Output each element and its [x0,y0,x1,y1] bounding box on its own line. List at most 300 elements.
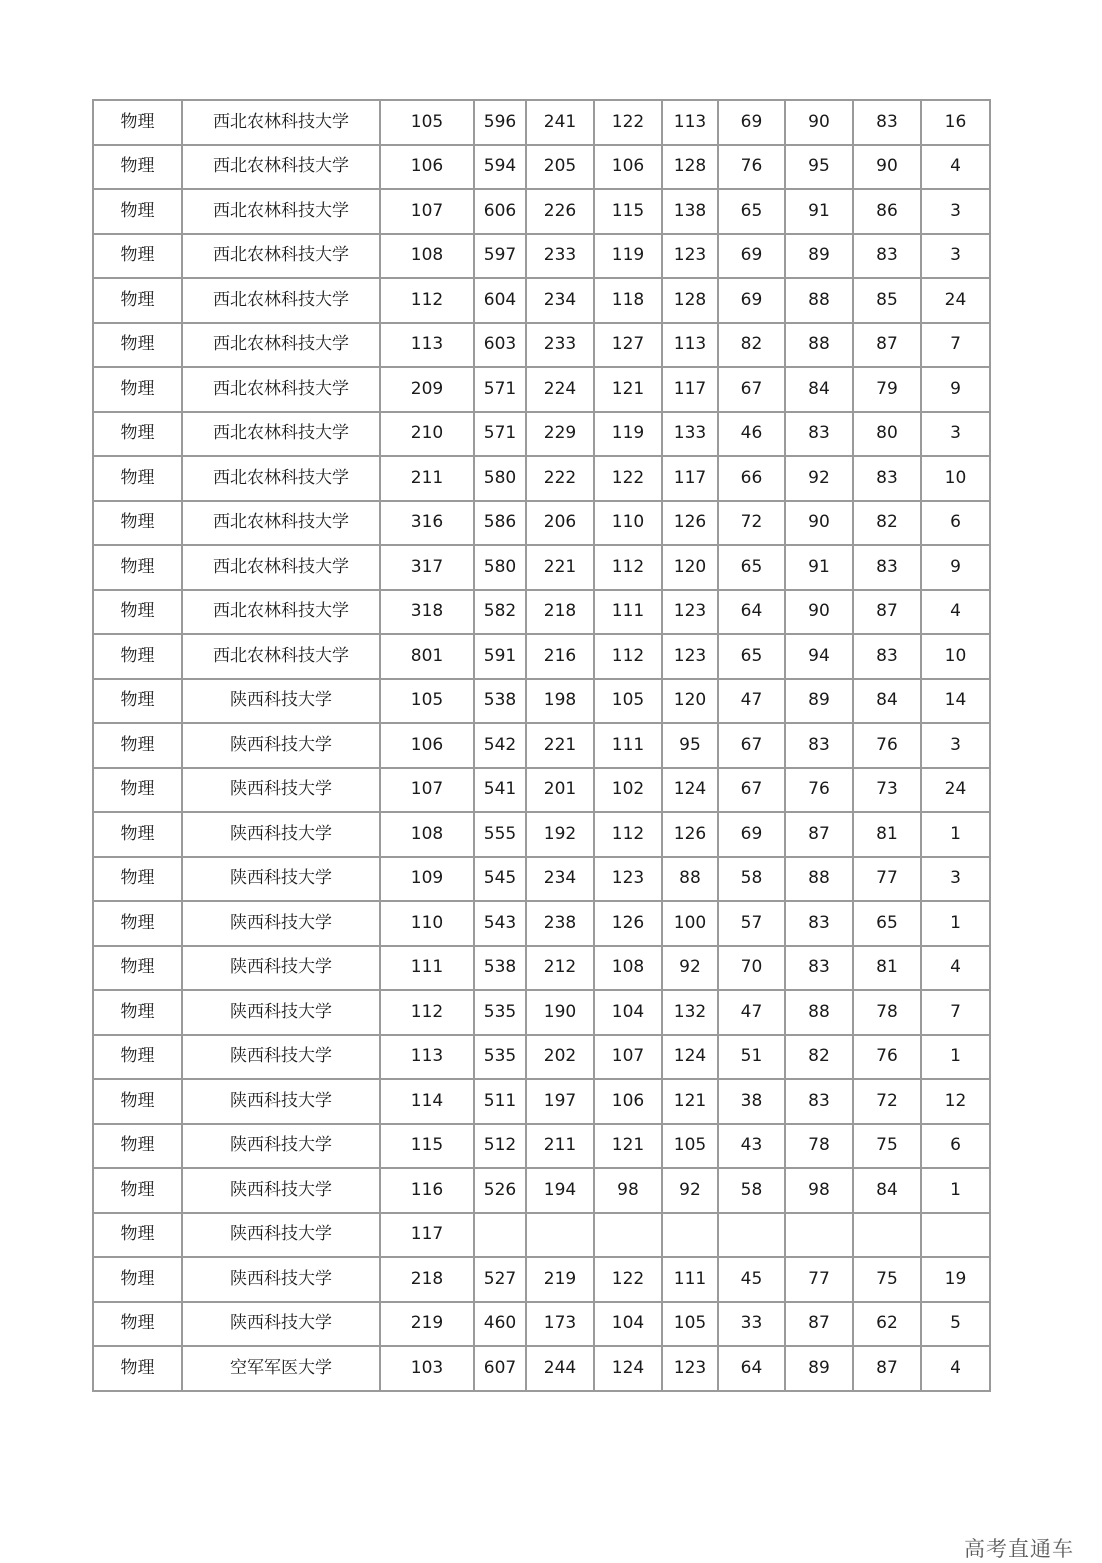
score-cell: 604 [474,278,526,323]
subject-cell: 物理 [93,990,182,1035]
value-cell: 43 [718,1124,785,1169]
value-cell: 90 [785,100,853,145]
value-cell: 234 [526,278,594,323]
major-group-code-cell: 113 [380,1035,474,1080]
score-cell: 597 [474,234,526,279]
table-row [93,189,990,234]
major-group-code-cell: 209 [380,367,474,412]
count-cell: 4 [921,145,990,190]
value-cell: 67 [718,367,785,412]
score-cell: 594 [474,145,526,190]
count-cell: 4 [921,590,990,635]
value-cell: 123 [594,857,662,902]
value-cell [718,1213,785,1258]
value-cell: 87 [853,323,921,368]
subject-cell: 物理 [93,590,182,635]
major-group-code-cell: 317 [380,545,474,590]
value-cell: 105 [662,1302,718,1347]
table-row [93,1257,990,1302]
table-row [93,323,990,368]
value-cell: 83 [853,545,921,590]
score-cell: 582 [474,590,526,635]
value-cell: 90 [853,145,921,190]
subject-cell: 物理 [93,1035,182,1080]
count-cell: 1 [921,1168,990,1213]
value-cell: 92 [785,456,853,501]
value-cell: 84 [853,679,921,724]
value-cell: 87 [853,1346,921,1391]
table-row [93,946,990,991]
table-row [93,679,990,724]
value-cell: 65 [718,634,785,679]
score-cell: 526 [474,1168,526,1213]
score-cell: 527 [474,1257,526,1302]
score-cell: 586 [474,501,526,546]
value-cell: 82 [785,1035,853,1080]
value-cell: 72 [718,501,785,546]
value-cell: 38 [718,1079,785,1124]
count-cell: 3 [921,189,990,234]
value-cell: 124 [662,1035,718,1080]
university-cell: 陕西科技大学 [182,1257,380,1302]
value-cell: 123 [662,234,718,279]
major-group-code-cell: 111 [380,946,474,991]
score-cell: 512 [474,1124,526,1169]
table-row [93,1346,990,1391]
major-group-code-cell: 107 [380,189,474,234]
university-cell: 西北农林科技大学 [182,234,380,279]
value-cell: 113 [662,323,718,368]
value-cell: 123 [662,1346,718,1391]
table-row [93,1213,990,1258]
subject-cell: 物理 [93,501,182,546]
count-cell: 10 [921,456,990,501]
count-cell: 16 [921,100,990,145]
value-cell: 87 [853,590,921,635]
value-cell: 108 [594,946,662,991]
table-row [93,1124,990,1169]
value-cell: 83 [785,723,853,768]
value-cell: 128 [662,145,718,190]
value-cell: 65 [718,189,785,234]
major-group-code-cell: 219 [380,1302,474,1347]
score-cell: 603 [474,323,526,368]
university-cell: 陕西科技大学 [182,679,380,724]
value-cell: 111 [662,1257,718,1302]
value-cell: 89 [785,679,853,724]
value-cell: 224 [526,367,594,412]
value-cell: 84 [785,367,853,412]
university-cell: 陕西科技大学 [182,990,380,1035]
value-cell: 122 [594,1257,662,1302]
value-cell: 58 [718,1168,785,1213]
university-cell: 陕西科技大学 [182,901,380,946]
value-cell: 221 [526,545,594,590]
major-group-code-cell: 115 [380,1124,474,1169]
value-cell: 126 [662,501,718,546]
major-group-code-cell: 316 [380,501,474,546]
university-cell: 西北农林科技大学 [182,189,380,234]
major-group-code-cell: 114 [380,1079,474,1124]
value-cell: 77 [785,1257,853,1302]
major-group-code-cell: 112 [380,278,474,323]
value-cell: 69 [718,278,785,323]
university-cell: 陕西科技大学 [182,1168,380,1213]
value-cell: 123 [662,590,718,635]
score-cell: 607 [474,1346,526,1391]
value-cell: 83 [785,412,853,457]
major-group-code-cell: 107 [380,768,474,813]
value-cell: 219 [526,1257,594,1302]
value-cell: 110 [594,501,662,546]
value-cell: 190 [526,990,594,1035]
table-row [93,768,990,813]
subject-cell: 物理 [93,145,182,190]
value-cell: 173 [526,1302,594,1347]
value-cell: 78 [785,1124,853,1169]
subject-cell: 物理 [93,1346,182,1391]
subject-cell: 物理 [93,189,182,234]
university-cell: 空军军医大学 [182,1346,380,1391]
value-cell: 69 [718,234,785,279]
table-row [93,145,990,190]
university-cell: 西北农林科技大学 [182,634,380,679]
major-group-code-cell: 210 [380,412,474,457]
count-cell: 6 [921,501,990,546]
subject-cell: 物理 [93,545,182,590]
value-cell: 112 [594,545,662,590]
table-row [93,1079,990,1124]
value-cell: 64 [718,1346,785,1391]
score-cell: 535 [474,1035,526,1080]
value-cell: 75 [853,1124,921,1169]
score-cell: 580 [474,545,526,590]
value-cell: 83 [785,1079,853,1124]
value-cell: 87 [785,812,853,857]
subject-cell: 物理 [93,723,182,768]
value-cell: 241 [526,100,594,145]
value-cell: 90 [785,590,853,635]
table-row [93,234,990,279]
value-cell [662,1213,718,1258]
value-cell: 119 [594,234,662,279]
score-cell: 580 [474,456,526,501]
count-cell: 4 [921,1346,990,1391]
value-cell: 121 [594,367,662,412]
value-cell: 205 [526,145,594,190]
count-cell: 3 [921,412,990,457]
count-cell: 3 [921,234,990,279]
value-cell: 83 [785,901,853,946]
major-group-code-cell: 218 [380,1257,474,1302]
value-cell: 119 [594,412,662,457]
subject-cell: 物理 [93,857,182,902]
score-cell: 596 [474,100,526,145]
subject-cell: 物理 [93,901,182,946]
value-cell: 90 [785,501,853,546]
value-cell: 88 [662,857,718,902]
value-cell: 46 [718,412,785,457]
value-cell: 104 [594,1302,662,1347]
count-cell: 5 [921,1302,990,1347]
table-row [93,990,990,1035]
subject-cell: 物理 [93,100,182,145]
university-cell: 陕西科技大学 [182,723,380,768]
value-cell: 88 [785,278,853,323]
value-cell: 117 [662,367,718,412]
subject-cell: 物理 [93,1257,182,1302]
value-cell: 88 [785,857,853,902]
value-cell: 107 [594,1035,662,1080]
table-body [93,100,990,1391]
value-cell: 138 [662,189,718,234]
value-cell: 33 [718,1302,785,1347]
value-cell: 104 [594,990,662,1035]
value-cell: 127 [594,323,662,368]
value-cell: 111 [594,590,662,635]
count-cell: 9 [921,545,990,590]
university-cell: 西北农林科技大学 [182,100,380,145]
university-cell: 西北农林科技大学 [182,456,380,501]
score-cell: 555 [474,812,526,857]
subject-cell: 物理 [93,323,182,368]
value-cell: 128 [662,278,718,323]
value-cell: 122 [594,100,662,145]
value-cell: 102 [594,768,662,813]
value-cell: 111 [594,723,662,768]
score-cell: 545 [474,857,526,902]
value-cell: 112 [594,812,662,857]
value-cell: 197 [526,1079,594,1124]
value-cell: 233 [526,323,594,368]
value-cell: 62 [853,1302,921,1347]
count-cell: 7 [921,323,990,368]
value-cell: 85 [853,278,921,323]
value-cell: 47 [718,679,785,724]
value-cell: 124 [662,768,718,813]
score-cell: 511 [474,1079,526,1124]
value-cell: 226 [526,189,594,234]
value-cell: 121 [594,1124,662,1169]
subject-cell: 物理 [93,456,182,501]
count-cell: 14 [921,679,990,724]
value-cell: 95 [785,145,853,190]
value-cell: 126 [594,901,662,946]
count-cell: 7 [921,990,990,1035]
value-cell: 76 [785,768,853,813]
value-cell: 216 [526,634,594,679]
value-cell: 112 [594,634,662,679]
value-cell: 76 [853,723,921,768]
university-cell: 陕西科技大学 [182,857,380,902]
value-cell: 229 [526,412,594,457]
major-group-code-cell: 116 [380,1168,474,1213]
value-cell: 121 [662,1079,718,1124]
value-cell: 64 [718,590,785,635]
major-group-code-cell: 318 [380,590,474,635]
university-cell: 陕西科技大学 [182,812,380,857]
value-cell: 98 [785,1168,853,1213]
major-group-code-cell: 211 [380,456,474,501]
score-cell: 541 [474,768,526,813]
count-cell: 3 [921,723,990,768]
table-row [93,857,990,902]
value-cell: 89 [785,234,853,279]
table-row [93,1168,990,1213]
value-cell: 98 [594,1168,662,1213]
value-cell: 83 [853,456,921,501]
university-cell: 陕西科技大学 [182,946,380,991]
table-row [93,367,990,412]
subject-cell: 物理 [93,412,182,457]
value-cell [594,1213,662,1258]
table-row [93,901,990,946]
subject-cell: 物理 [93,812,182,857]
value-cell: 234 [526,857,594,902]
value-cell: 69 [718,812,785,857]
subject-cell: 物理 [93,1168,182,1213]
value-cell: 83 [785,946,853,991]
value-cell: 83 [853,100,921,145]
value-cell: 202 [526,1035,594,1080]
score-cell: 571 [474,367,526,412]
university-cell: 陕西科技大学 [182,1035,380,1080]
value-cell: 66 [718,456,785,501]
subject-cell: 物理 [93,1302,182,1347]
value-cell: 120 [662,679,718,724]
value-cell [785,1213,853,1258]
value-cell: 244 [526,1346,594,1391]
value-cell: 194 [526,1168,594,1213]
major-group-code-cell: 105 [380,100,474,145]
subject-cell: 物理 [93,679,182,724]
value-cell: 201 [526,768,594,813]
count-cell [921,1213,990,1258]
watermark-text: 高考直通车 [964,1537,1074,1561]
subject-cell: 物理 [93,946,182,991]
table-row [93,278,990,323]
major-group-code-cell: 106 [380,723,474,768]
value-cell: 65 [718,545,785,590]
university-cell: 西北农林科技大学 [182,367,380,412]
value-cell: 57 [718,901,785,946]
major-group-code-cell: 112 [380,990,474,1035]
university-cell: 陕西科技大学 [182,1124,380,1169]
major-group-code-cell: 113 [380,323,474,368]
value-cell: 192 [526,812,594,857]
major-group-code-cell: 103 [380,1346,474,1391]
value-cell: 82 [718,323,785,368]
value-cell: 105 [662,1124,718,1169]
subject-cell: 物理 [93,278,182,323]
value-cell: 221 [526,723,594,768]
value-cell [526,1213,594,1258]
admission-score-table [92,99,991,1392]
score-cell: 538 [474,946,526,991]
count-cell: 9 [921,367,990,412]
university-cell: 陕西科技大学 [182,1079,380,1124]
university-cell: 西北农林科技大学 [182,501,380,546]
university-cell: 西北农林科技大学 [182,412,380,457]
value-cell: 118 [594,278,662,323]
score-cell: 535 [474,990,526,1035]
value-cell: 76 [853,1035,921,1080]
value-cell: 105 [594,679,662,724]
value-cell: 113 [662,100,718,145]
value-cell: 51 [718,1035,785,1080]
value-cell: 238 [526,901,594,946]
value-cell: 91 [785,545,853,590]
table-row [93,412,990,457]
table-row [93,456,990,501]
major-group-code-cell: 108 [380,234,474,279]
value-cell: 124 [594,1346,662,1391]
value-cell: 83 [853,234,921,279]
table-row [93,501,990,546]
table-row [93,590,990,635]
university-cell: 陕西科技大学 [182,768,380,813]
count-cell: 12 [921,1079,990,1124]
value-cell: 233 [526,234,594,279]
value-cell: 206 [526,501,594,546]
score-cell: 538 [474,679,526,724]
major-group-code-cell: 108 [380,812,474,857]
value-cell: 75 [853,1257,921,1302]
value-cell: 88 [785,990,853,1035]
value-cell: 126 [662,812,718,857]
major-group-code-cell: 117 [380,1213,474,1258]
value-cell: 65 [853,901,921,946]
value-cell: 89 [785,1346,853,1391]
table-row [93,100,990,145]
value-cell: 88 [785,323,853,368]
value-cell [853,1213,921,1258]
value-cell: 77 [853,857,921,902]
count-cell: 6 [921,1124,990,1169]
value-cell: 106 [594,145,662,190]
university-cell: 陕西科技大学 [182,1302,380,1347]
value-cell: 69 [718,100,785,145]
value-cell: 198 [526,679,594,724]
major-group-code-cell: 109 [380,857,474,902]
value-cell: 91 [785,189,853,234]
value-cell: 212 [526,946,594,991]
count-cell: 1 [921,901,990,946]
value-cell: 106 [594,1079,662,1124]
score-cell: 543 [474,901,526,946]
value-cell: 120 [662,545,718,590]
score-cell: 606 [474,189,526,234]
value-cell: 81 [853,946,921,991]
value-cell: 211 [526,1124,594,1169]
value-cell: 222 [526,456,594,501]
value-cell: 70 [718,946,785,991]
value-cell: 123 [662,634,718,679]
value-cell: 133 [662,412,718,457]
university-cell: 西北农林科技大学 [182,590,380,635]
value-cell: 122 [594,456,662,501]
value-cell: 87 [785,1302,853,1347]
value-cell: 76 [718,145,785,190]
score-cell: 542 [474,723,526,768]
count-cell: 24 [921,768,990,813]
subject-cell: 物理 [93,634,182,679]
value-cell: 132 [662,990,718,1035]
value-cell: 73 [853,768,921,813]
value-cell: 81 [853,812,921,857]
value-cell: 86 [853,189,921,234]
value-cell: 100 [662,901,718,946]
